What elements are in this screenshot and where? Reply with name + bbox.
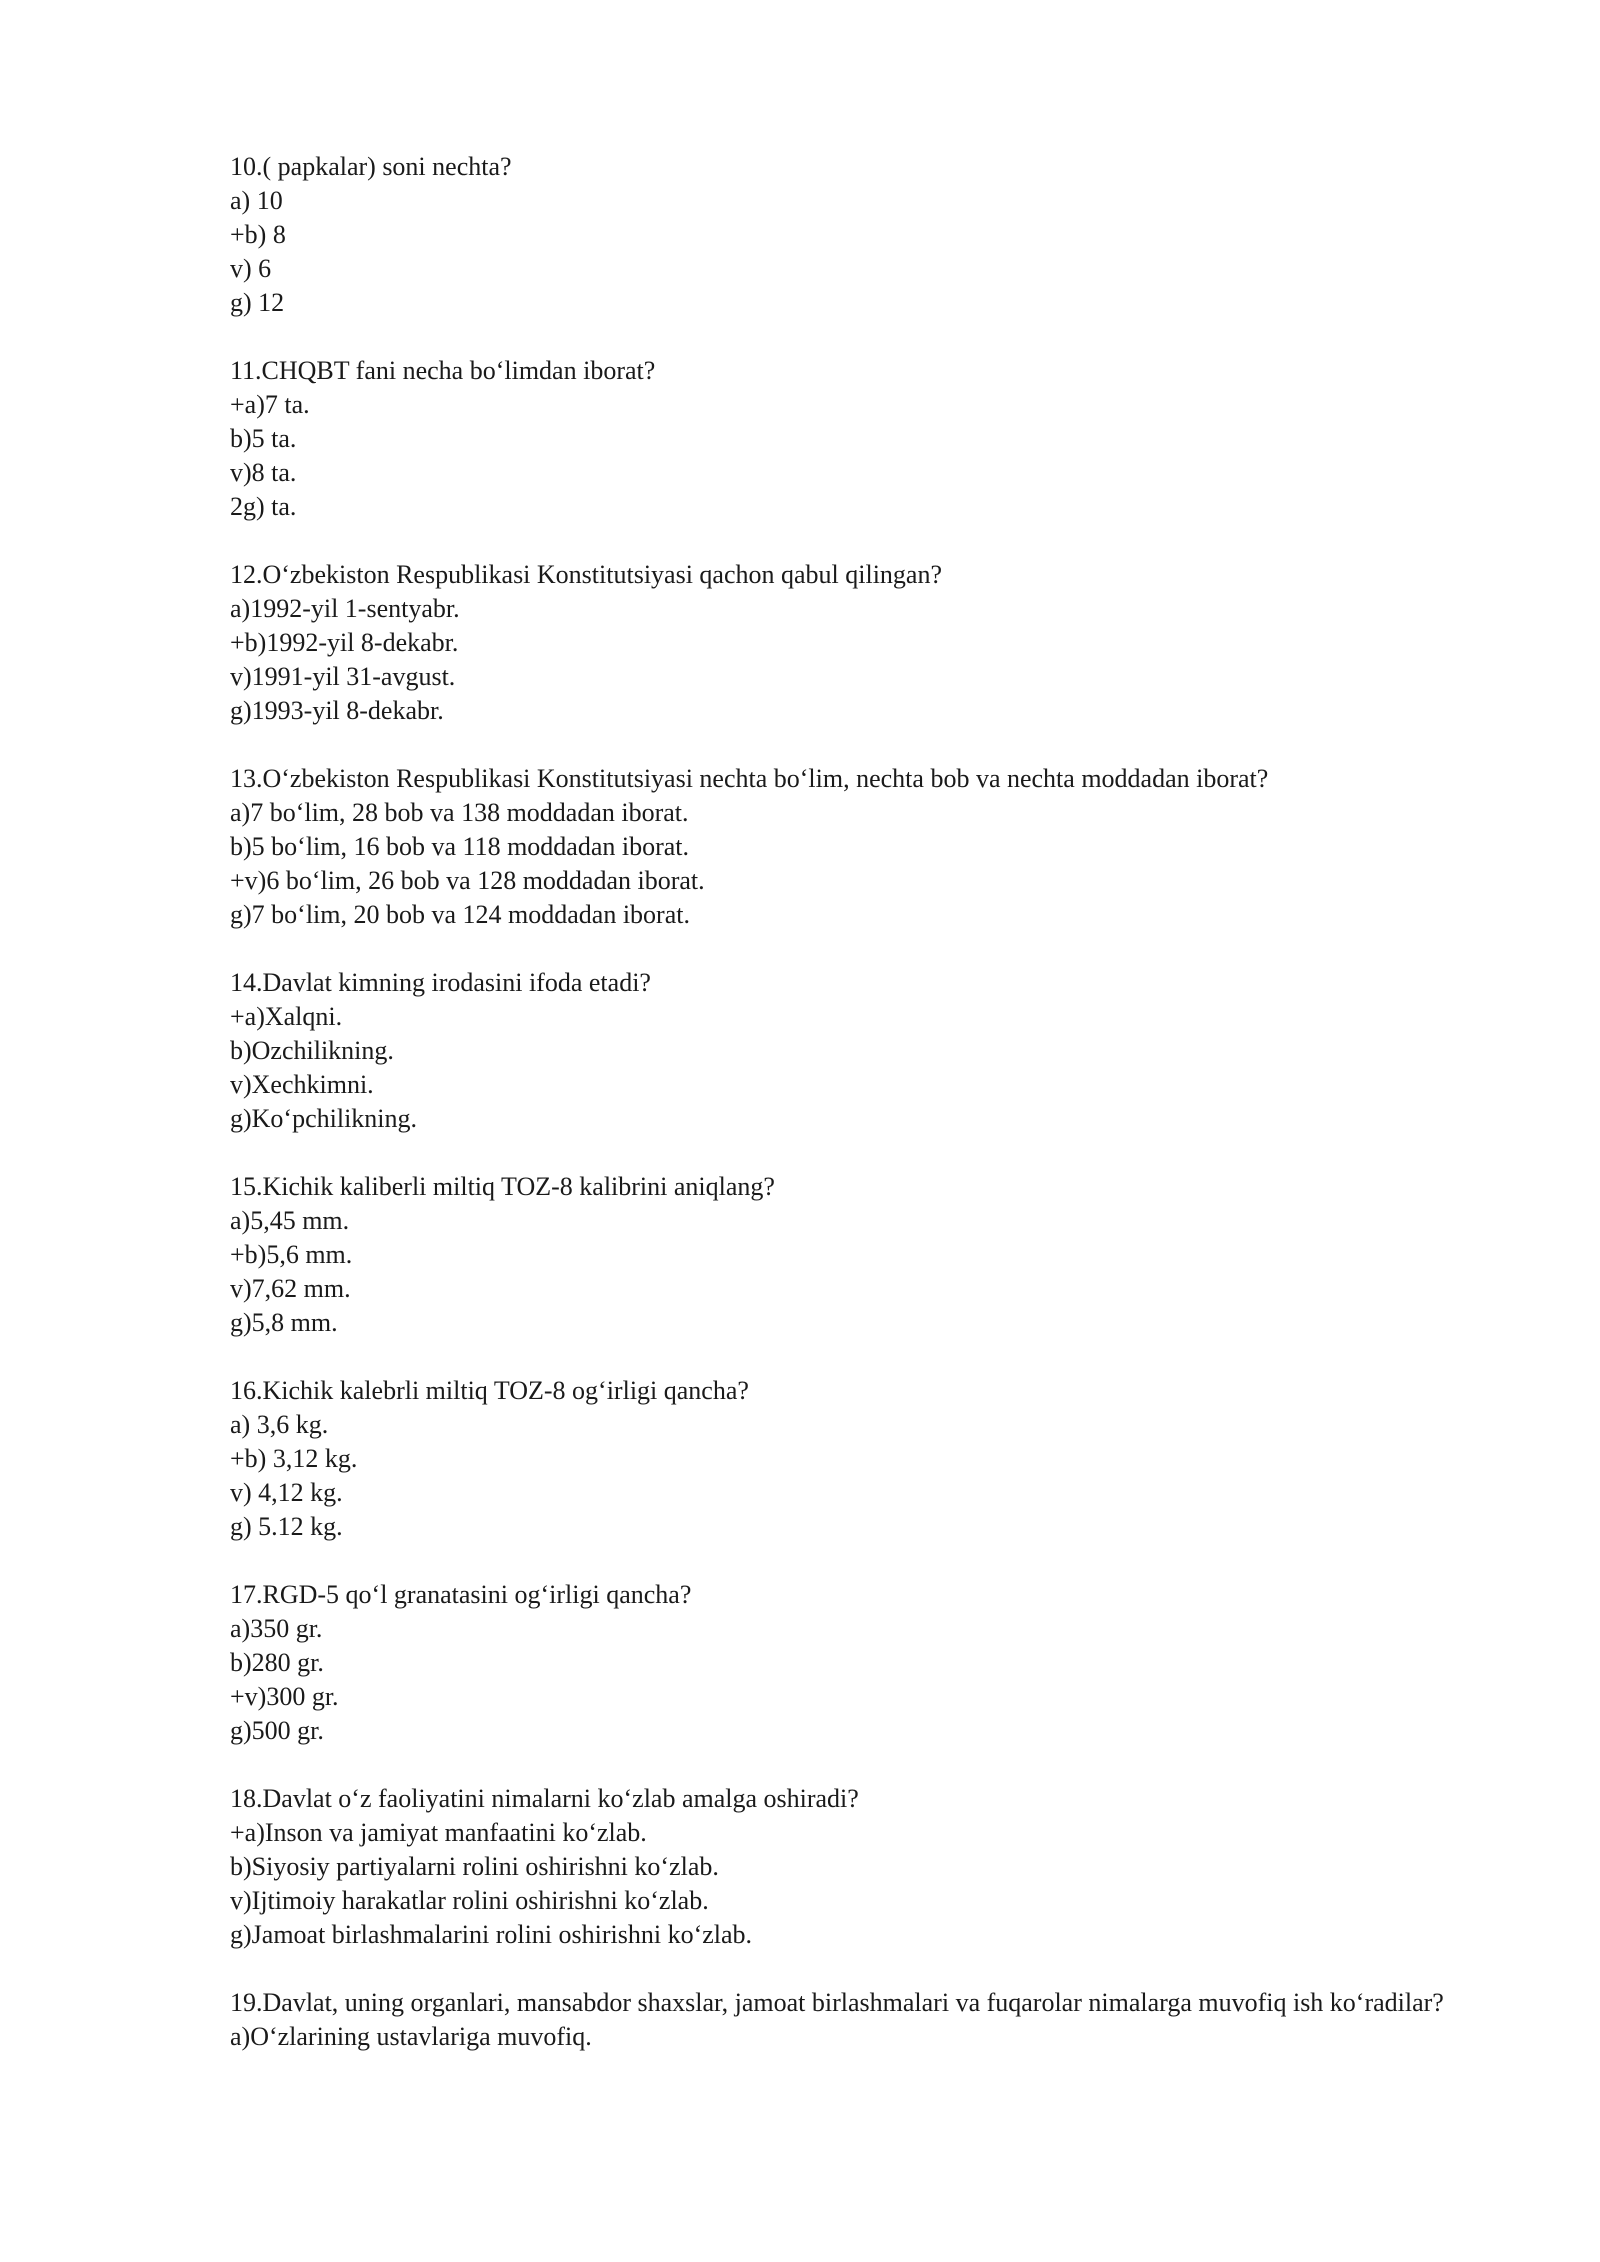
answer-option: +a)7 ta. bbox=[230, 390, 310, 419]
question-text: 13.O‘zbekiston Respublikasi Konstitutsiyasi nechta bo‘lim, nechta bob va nechta moddadan iborat? bbox=[230, 764, 1269, 793]
answer-option: a)1992-yil 1-sentyabr. bbox=[230, 594, 460, 623]
answer-option: v) 6 bbox=[230, 254, 272, 283]
answer-option: v) 4,12 kg. bbox=[230, 1478, 343, 1507]
question-15 bbox=[230, 1170, 1490, 1340]
answer-option: a)7 bo‘lim, 28 bob va 138 moddadan iborat. bbox=[230, 798, 689, 827]
answer-option: +b) 8 bbox=[230, 220, 286, 249]
answer-option: +a)Xalqni. bbox=[230, 1002, 343, 1031]
question-text: 11.CHQBT fani necha bo‘limdan iborat? bbox=[230, 356, 656, 385]
answer-option: +v)300 gr. bbox=[230, 1682, 339, 1711]
question-11 bbox=[230, 354, 1490, 524]
answer-option: g)Jamoat birlashmalarini rolini oshirishni ko‘zlab. bbox=[230, 1920, 753, 1949]
question-text: 10.( papkalar) soni nechta? bbox=[230, 152, 512, 181]
answer-option: +v)6 bo‘lim, 26 bob va 128 moddadan iborat. bbox=[230, 866, 705, 895]
question-text: 17.RGD-5 qo‘l granatasini og‘irligi qancha? bbox=[230, 1580, 692, 1609]
question-10 bbox=[230, 150, 1490, 320]
question-12 bbox=[230, 558, 1490, 728]
answer-option: v)8 ta. bbox=[230, 458, 297, 487]
question-16 bbox=[230, 1374, 1490, 1544]
answer-option: a)350 gr. bbox=[230, 1614, 323, 1643]
answer-option: g) 5.12 kg. bbox=[230, 1512, 343, 1541]
question-text: 16.Kichik kalebrli miltiq TOZ-8 og‘irligi qancha? bbox=[230, 1376, 749, 1405]
answer-option: 2g) ta. bbox=[230, 492, 297, 521]
answer-option: b)Siyosiy partiyalarni rolini oshirishni ko‘zlab. bbox=[230, 1852, 719, 1881]
answer-option: g)500 gr. bbox=[230, 1716, 324, 1745]
answer-option: b)5 ta. bbox=[230, 424, 297, 453]
answer-option: g)7 bo‘lim, 20 bob va 124 moddadan iborat. bbox=[230, 900, 690, 929]
question-19 bbox=[230, 1986, 1490, 2054]
answer-option: g)1993-yil 8-dekabr. bbox=[230, 696, 444, 725]
question-18 bbox=[230, 1782, 1490, 1952]
question-text: 14.Davlat kimning irodasini ifoda etadi? bbox=[230, 968, 651, 997]
answer-option: b)280 gr. bbox=[230, 1648, 324, 1677]
answer-option: +a)Inson va jamiyat manfaatini ko‘zlab. bbox=[230, 1818, 647, 1847]
question-13 bbox=[230, 762, 1490, 932]
question-text: 18.Davlat o‘z faoliyatini nimalarni ko‘zlab amalga oshiradi? bbox=[230, 1784, 859, 1813]
answer-option: b)5 bo‘lim, 16 bob va 118 moddadan iborat. bbox=[230, 832, 690, 861]
answer-option: a) 10 bbox=[230, 186, 283, 215]
answer-option: +b) 3,12 kg. bbox=[230, 1444, 358, 1473]
question-17 bbox=[230, 1578, 1490, 1748]
answer-option: +b)1992-yil 8-dekabr. bbox=[230, 628, 459, 657]
answer-option: a)5,45 mm. bbox=[230, 1206, 350, 1235]
question-14 bbox=[230, 966, 1490, 1136]
answer-option: g)5,8 mm. bbox=[230, 1308, 338, 1337]
question-text: 19.Davlat, uning organlari, mansabdor shaxslar, jamoat birlashmalari va fuqarolar nimalarga muvofiq ish ko‘radilar? bbox=[230, 1988, 1444, 2017]
question-list bbox=[230, 150, 1490, 2088]
answer-option: +b)5,6 mm. bbox=[230, 1240, 353, 1269]
answer-option: b)Ozchilikning. bbox=[230, 1036, 394, 1065]
answer-option: g)Ko‘pchilikning. bbox=[230, 1104, 418, 1133]
question-text: 15.Kichik kaliberli miltiq TOZ-8 kalibrini aniqlang? bbox=[230, 1172, 775, 1201]
answer-option: g) 12 bbox=[230, 288, 285, 317]
answer-option: v)Ijtimoiy harakatlar rolini oshirishni ko‘zlab. bbox=[230, 1886, 709, 1915]
answer-option: v)1991-yil 31-avgust. bbox=[230, 662, 456, 691]
answer-option: a) 3,6 kg. bbox=[230, 1410, 329, 1439]
answer-option: a)O‘zlarining ustavlariga muvofiq. bbox=[230, 2022, 592, 2051]
answer-option: v)Xechkimni. bbox=[230, 1070, 374, 1099]
answer-option: v)7,62 mm. bbox=[230, 1274, 351, 1303]
question-text: 12.O‘zbekiston Respublikasi Konstitutsiyasi qachon qabul qilingan? bbox=[230, 560, 943, 589]
